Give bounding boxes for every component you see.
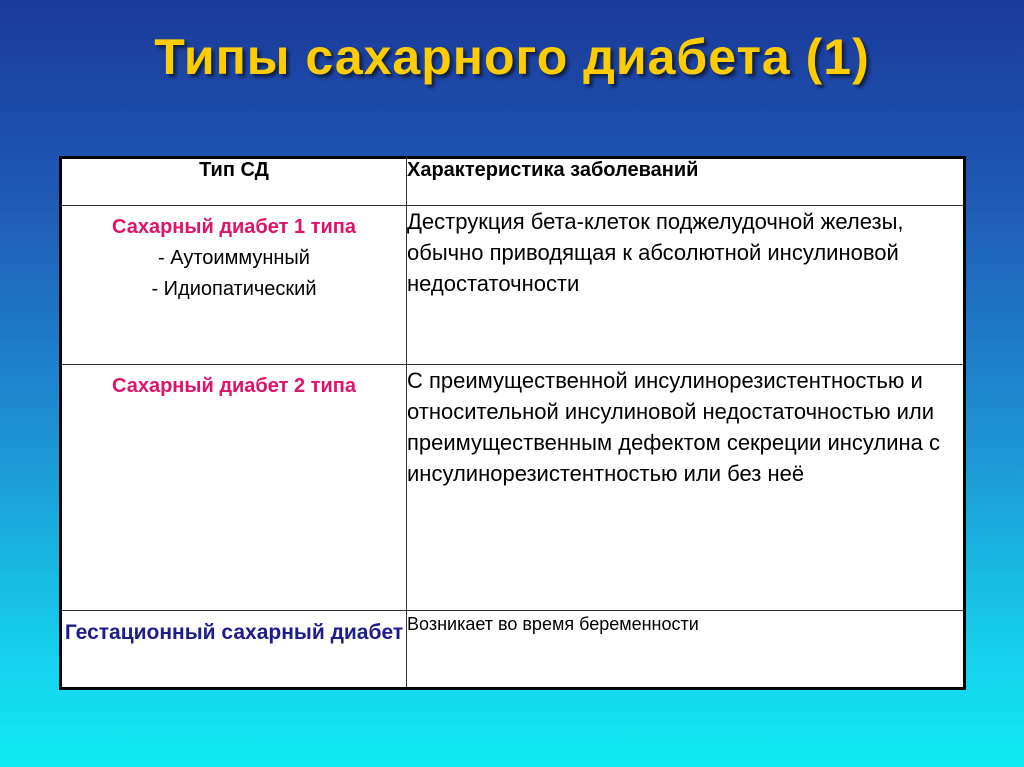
table-row bbox=[61, 365, 965, 611]
gestational-description: Возникает во время беременности bbox=[407, 611, 965, 689]
gestational-label: Гестационный сахарный диабет bbox=[64, 621, 404, 644]
type-cell bbox=[61, 365, 407, 611]
table-row bbox=[61, 611, 965, 689]
header-type: Тип СД bbox=[61, 158, 407, 206]
type-2-label: Сахарный диабет 2 типа bbox=[112, 375, 356, 397]
subtype-idiopathic: - Идиопатический bbox=[151, 278, 317, 300]
type-cell bbox=[61, 611, 407, 689]
table-header-row bbox=[61, 158, 965, 206]
subtype-autoimmune: - Аутоиммунный bbox=[158, 247, 310, 269]
type-1-description: Деструкция бета-клеток поджелудочной железы, обычно приводящая к абсолютной инсулиновой недостаточности bbox=[407, 206, 965, 365]
header-characteristics: Характеристика заболеваний bbox=[407, 158, 965, 206]
table-row bbox=[61, 206, 965, 365]
type-cell bbox=[61, 206, 407, 365]
type-2-description: С преимущественной инсулинорезистентностью и относительной инсулиновой недостаточностью или преимущественным дефектом секреции инсулина с инсулинорезистентностью или без неё bbox=[407, 365, 965, 611]
slide-title: Типы сахарного диабета (1) bbox=[154, 29, 870, 85]
type-1-label: Сахарный диабет 1 типа bbox=[112, 216, 356, 238]
diabetes-types-table bbox=[59, 156, 966, 690]
